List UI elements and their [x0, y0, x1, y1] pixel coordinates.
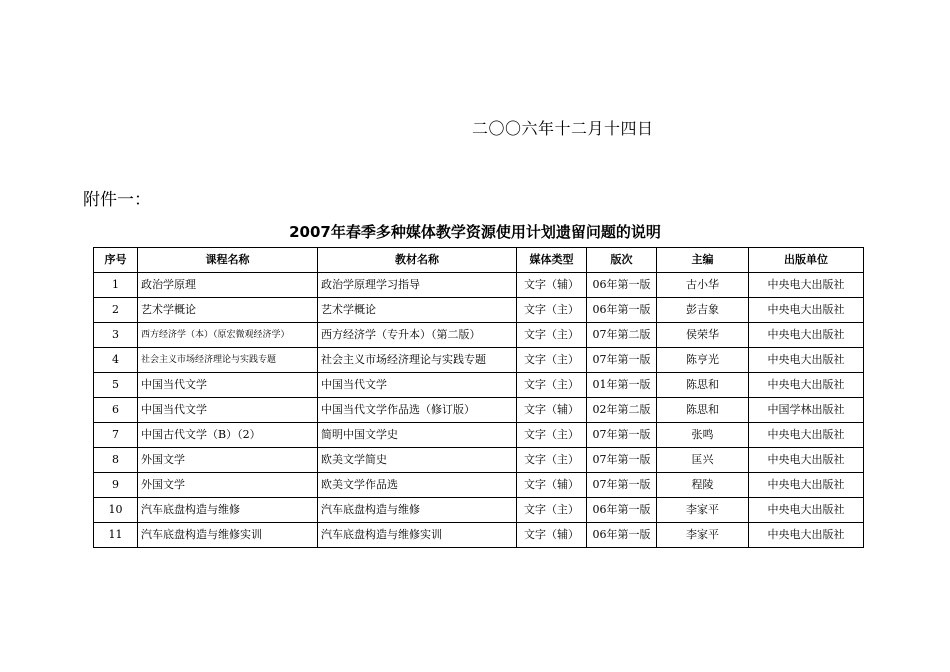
cell-media-type: 文字（主） [517, 373, 587, 398]
cell-index: 11 [94, 523, 138, 548]
table-row [94, 373, 864, 398]
cell-publisher: 中央电大出版社 [749, 273, 864, 298]
cell-editor: 彭吉象 [657, 298, 749, 323]
cell-editor: 李家平 [657, 523, 749, 548]
cell-textbook-name: 中国当代文学作品选（修订版） [318, 398, 517, 423]
cell-course-name: 西方经济学（本）（原宏微观经济学） [138, 323, 318, 348]
cell-editor: 陈思和 [657, 373, 749, 398]
table-row [94, 398, 864, 423]
cell-index: 5 [94, 373, 138, 398]
cell-textbook-name: 西方经济学（专升本）（第二版） [318, 323, 517, 348]
cell-media-type: 文字（主） [517, 298, 587, 323]
document-title: 2007年春季多种媒体教学资源使用计划遗留问题的说明 [289, 223, 661, 241]
cell-textbook-name: 政治学原理学习指导 [318, 273, 517, 298]
header-index: 序号 [94, 248, 138, 273]
cell-edition: 07年第一版 [587, 348, 657, 373]
cell-course-name: 汽车底盘构造与维修 [138, 498, 318, 523]
cell-index: 9 [94, 473, 138, 498]
cell-course-name: 汽车底盘构造与维修实训 [138, 523, 318, 548]
resource-plan-table [93, 247, 864, 548]
cell-edition: 07年第一版 [587, 448, 657, 473]
cell-course-name: 社会主义市场经济理论与实践专题 [138, 348, 318, 373]
cell-editor: 李家平 [657, 498, 749, 523]
cell-media-type: 文字（主） [517, 323, 587, 348]
cell-editor: 陈思和 [657, 398, 749, 423]
cell-editor: 陈亨光 [657, 348, 749, 373]
cell-index: 2 [94, 298, 138, 323]
table-row [94, 348, 864, 373]
header-course-name: 课程名称 [138, 248, 318, 273]
cell-index: 6 [94, 398, 138, 423]
table-row [94, 498, 864, 523]
table-row [94, 423, 864, 448]
cell-editor: 侯荣华 [657, 323, 749, 348]
document-date: 二〇〇六年十二月十四日 [472, 119, 654, 138]
table-header-row [94, 248, 864, 273]
cell-publisher: 中央电大出版社 [749, 473, 864, 498]
table-row [94, 473, 864, 498]
cell-media-type: 文字（主） [517, 423, 587, 448]
cell-publisher: 中央电大出版社 [749, 348, 864, 373]
cell-publisher: 中央电大出版社 [749, 373, 864, 398]
cell-media-type: 文字（辅） [517, 523, 587, 548]
cell-index: 4 [94, 348, 138, 373]
cell-publisher: 中央电大出版社 [749, 523, 864, 548]
header-media-type: 媒体类型 [517, 248, 587, 273]
cell-editor: 古小华 [657, 273, 749, 298]
cell-textbook-name: 欧美文学作品选 [318, 473, 517, 498]
cell-edition: 07年第二版 [587, 323, 657, 348]
table-row [94, 523, 864, 548]
cell-textbook-name: 欧美文学简史 [318, 448, 517, 473]
cell-media-type: 文字（辅） [517, 273, 587, 298]
cell-course-name: 中国古代文学（B）（2） [138, 423, 318, 448]
header-editor: 主编 [657, 248, 749, 273]
cell-index: 7 [94, 423, 138, 448]
cell-publisher: 中央电大出版社 [749, 298, 864, 323]
cell-editor: 程陵 [657, 473, 749, 498]
cell-publisher: 中国学林出版社 [749, 398, 864, 423]
cell-media-type: 文字（主） [517, 348, 587, 373]
cell-edition: 07年第一版 [587, 423, 657, 448]
cell-index: 1 [94, 273, 138, 298]
cell-index: 3 [94, 323, 138, 348]
cell-media-type: 文字（主） [517, 498, 587, 523]
cell-edition: 01年第一版 [587, 373, 657, 398]
cell-edition: 06年第一版 [587, 298, 657, 323]
cell-edition: 06年第一版 [587, 273, 657, 298]
cell-textbook-name: 汽车底盘构造与维修 [318, 498, 517, 523]
cell-publisher: 中央电大出版社 [749, 498, 864, 523]
cell-media-type: 文字（辅） [517, 398, 587, 423]
cell-index: 8 [94, 448, 138, 473]
cell-edition: 06年第一版 [587, 523, 657, 548]
table-row [94, 298, 864, 323]
cell-textbook-name: 社会主义市场经济理论与实践专题 [318, 348, 517, 373]
cell-publisher: 中央电大出版社 [749, 323, 864, 348]
cell-edition: 07年第一版 [587, 473, 657, 498]
cell-course-name: 外国文学 [138, 473, 318, 498]
cell-textbook-name: 简明中国文学史 [318, 423, 517, 448]
cell-course-name: 政治学原理 [138, 273, 318, 298]
cell-course-name: 中国当代文学 [138, 398, 318, 423]
cell-course-name: 艺术学概论 [138, 298, 318, 323]
table-row [94, 273, 864, 298]
cell-textbook-name: 中国当代文学 [318, 373, 517, 398]
cell-textbook-name: 艺术学概论 [318, 298, 517, 323]
cell-edition: 06年第一版 [587, 498, 657, 523]
table-row [94, 323, 864, 348]
header-textbook-name: 教材名称 [318, 248, 517, 273]
cell-editor: 匡兴 [657, 448, 749, 473]
cell-media-type: 文字（主） [517, 448, 587, 473]
cell-edition: 02年第二版 [587, 398, 657, 423]
attachment-label: 附件一： [83, 190, 151, 210]
cell-editor: 张鸣 [657, 423, 749, 448]
cell-textbook-name: 汽车底盘构造与维修实训 [318, 523, 517, 548]
cell-course-name: 中国当代文学 [138, 373, 318, 398]
cell-course-name: 外国文学 [138, 448, 318, 473]
table-row [94, 448, 864, 473]
cell-publisher: 中央电大出版社 [749, 448, 864, 473]
cell-media-type: 文字（辅） [517, 473, 587, 498]
cell-publisher: 中央电大出版社 [749, 423, 864, 448]
header-publisher: 出版单位 [749, 248, 864, 273]
cell-index: 10 [94, 498, 138, 523]
header-edition: 版次 [587, 248, 657, 273]
